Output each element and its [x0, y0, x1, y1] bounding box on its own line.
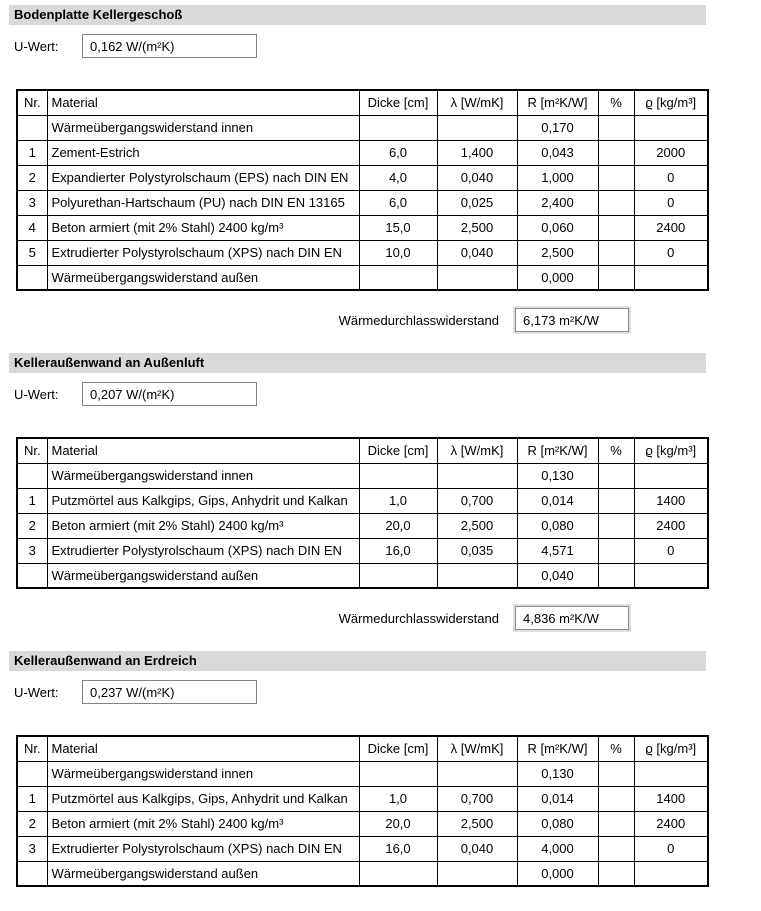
cell-rho: 0 [634, 538, 708, 563]
cell-material: Extrudierter Polystyrolschaum (XPS) nach DIN EN [47, 836, 359, 861]
cell-lambda [437, 265, 517, 290]
cell-dicke [359, 265, 437, 290]
cell-pct [598, 836, 634, 861]
cell-rho: 2400 [634, 811, 708, 836]
cell-rho [634, 563, 708, 588]
cell-r: 0,014 [517, 786, 598, 811]
cell-lambda [437, 861, 517, 886]
cell-dicke: 1,0 [359, 786, 437, 811]
table-header-row [17, 438, 708, 463]
column-header-material: Material [47, 736, 359, 761]
cell-dicke: 1,0 [359, 488, 437, 513]
column-header-dicke: Dicke [cm] [359, 90, 437, 115]
cell-pct [598, 513, 634, 538]
cell-lambda: 0,040 [437, 165, 517, 190]
cell-rho: 2400 [634, 513, 708, 538]
cell-pct [598, 811, 634, 836]
u-wert-input[interactable] [82, 34, 257, 58]
table-row [17, 463, 708, 488]
table-row [17, 836, 708, 861]
waermedurchlasswiderstand-row [0, 606, 629, 630]
table-header-row [17, 736, 708, 761]
table-row [17, 538, 708, 563]
table-row [17, 190, 708, 215]
cell-material: Wärmeübergangswiderstand innen [47, 463, 359, 488]
cell-r: 0,170 [517, 115, 598, 140]
table-row [17, 563, 708, 588]
cell-r: 0,130 [517, 463, 598, 488]
cell-dicke: 10,0 [359, 240, 437, 265]
cell-lambda: 0,025 [437, 190, 517, 215]
cell-material: Beton armiert (mit 2% Stahl) 2400 kg/m³ [47, 215, 359, 240]
table-row [17, 761, 708, 786]
column-header-material: Material [47, 438, 359, 463]
cell-rho: 2400 [634, 215, 708, 240]
cell-lambda: 0,040 [437, 240, 517, 265]
waermedurchlasswiderstand-row [0, 308, 629, 332]
cell-lambda: 2,500 [437, 513, 517, 538]
u-wert-input[interactable] [82, 382, 257, 406]
cell-lambda [437, 115, 517, 140]
cell-dicke [359, 861, 437, 886]
column-header-material: Material [47, 90, 359, 115]
cell-lambda: 0,700 [437, 488, 517, 513]
column-header-lambda: λ [W/mK] [437, 438, 517, 463]
cell-pct [598, 488, 634, 513]
cell-pct [598, 463, 634, 488]
u-wert-label: U-Wert: [14, 684, 59, 700]
cell-nr: 3 [17, 836, 47, 861]
cell-nr: 2 [17, 165, 47, 190]
column-header-percent: % [598, 90, 634, 115]
cell-dicke [359, 761, 437, 786]
column-header-rho: ϱ [kg/m³] [634, 736, 708, 761]
cell-pct [598, 538, 634, 563]
cell-material: Putzmörtel aus Kalkgips, Gips, Anhydrit und Kalkan [47, 488, 359, 513]
cell-dicke: 4,0 [359, 165, 437, 190]
table-row [17, 513, 708, 538]
table-row [17, 140, 708, 165]
cell-r: 1,000 [517, 165, 598, 190]
cell-rho [634, 265, 708, 290]
cell-pct [598, 563, 634, 588]
cell-nr [17, 115, 47, 140]
cell-lambda: 0,040 [437, 836, 517, 861]
cell-pct [598, 265, 634, 290]
column-header-rho: ϱ [kg/m³] [634, 90, 708, 115]
cell-dicke: 16,0 [359, 836, 437, 861]
section-title: Kelleraußenwand an Erdreich [9, 651, 706, 671]
u-wert-row [14, 680, 761, 704]
table-row [17, 811, 708, 836]
cell-nr: 4 [17, 215, 47, 240]
table-row [17, 488, 708, 513]
cell-rho [634, 761, 708, 786]
cell-material: Polyurethan-Hartschaum (PU) nach DIN EN 13165 [47, 190, 359, 215]
cell-nr [17, 563, 47, 588]
table-row [17, 165, 708, 190]
cell-lambda: 1,400 [437, 140, 517, 165]
table-row [17, 115, 708, 140]
cell-rho: 1400 [634, 488, 708, 513]
cell-lambda: 0,035 [437, 538, 517, 563]
cell-rho: 0 [634, 165, 708, 190]
cell-nr: 1 [17, 140, 47, 165]
cell-pct [598, 786, 634, 811]
cell-rho [634, 115, 708, 140]
u-wert-label: U-Wert: [14, 386, 59, 402]
column-header-nr: Nr. [17, 438, 47, 463]
column-header-dicke: Dicke [cm] [359, 736, 437, 761]
u-wert-label: U-Wert: [14, 38, 59, 54]
cell-material: Wärmeübergangswiderstand innen [47, 761, 359, 786]
cell-material: Beton armiert (mit 2% Stahl) 2400 kg/m³ [47, 811, 359, 836]
cell-nr [17, 463, 47, 488]
column-header-r: R [m²K/W] [517, 736, 598, 761]
column-header-nr: Nr. [17, 736, 47, 761]
u-wert-input[interactable] [82, 680, 257, 704]
cell-material: Wärmeübergangswiderstand innen [47, 115, 359, 140]
cell-lambda [437, 463, 517, 488]
table-header-row [17, 90, 708, 115]
cell-r: 0,040 [517, 563, 598, 588]
cell-dicke: 16,0 [359, 538, 437, 563]
u-wert-row [14, 34, 761, 58]
cell-nr: 3 [17, 538, 47, 563]
section-title: Bodenplatte Kellergeschoß [9, 5, 706, 25]
column-header-nr: Nr. [17, 90, 47, 115]
table-row [17, 240, 708, 265]
section-kelleraussenwand-erdreich [0, 651, 761, 887]
table-row [17, 215, 708, 240]
cell-lambda: 0,700 [437, 786, 517, 811]
column-header-percent: % [598, 736, 634, 761]
cell-nr: 2 [17, 811, 47, 836]
cell-pct [598, 165, 634, 190]
u-wert-row [14, 382, 761, 406]
cell-r: 0,130 [517, 761, 598, 786]
cell-dicke: 20,0 [359, 513, 437, 538]
cell-dicke: 15,0 [359, 215, 437, 240]
cell-rho: 2000 [634, 140, 708, 165]
cell-dicke: 6,0 [359, 190, 437, 215]
cell-r: 2,500 [517, 240, 598, 265]
cell-r: 0,000 [517, 861, 598, 886]
cell-pct [598, 190, 634, 215]
cell-pct [598, 215, 634, 240]
cell-pct [598, 861, 634, 886]
cell-r: 0,014 [517, 488, 598, 513]
cell-rho [634, 861, 708, 886]
cell-material: Extrudierter Polystyrolschaum (XPS) nach DIN EN [47, 240, 359, 265]
table-row [17, 786, 708, 811]
cell-rho: 0 [634, 240, 708, 265]
cell-pct [598, 115, 634, 140]
cell-nr: 5 [17, 240, 47, 265]
cell-pct [598, 240, 634, 265]
cell-material: Extrudierter Polystyrolschaum (XPS) nach DIN EN [47, 538, 359, 563]
cell-lambda [437, 761, 517, 786]
cell-dicke [359, 563, 437, 588]
cell-material: Beton armiert (mit 2% Stahl) 2400 kg/m³ [47, 513, 359, 538]
section-bodenplatte-kellergeschoss [0, 5, 761, 332]
cell-material: Wärmeübergangswiderstand außen [47, 265, 359, 290]
cell-dicke [359, 115, 437, 140]
cell-r: 0,060 [517, 215, 598, 240]
cell-nr: 3 [17, 190, 47, 215]
cell-material: Wärmeübergangswiderstand außen [47, 563, 359, 588]
cell-r: 0,080 [517, 811, 598, 836]
section-kelleraussenwand-aussenluft [0, 353, 761, 630]
cell-r: 0,000 [517, 265, 598, 290]
cell-r: 0,043 [517, 140, 598, 165]
cell-r: 0,080 [517, 513, 598, 538]
cell-material: Wärmeübergangswiderstand außen [47, 861, 359, 886]
waermedurchlasswiderstand-input[interactable] [515, 606, 629, 630]
cell-rho: 1400 [634, 786, 708, 811]
cell-nr [17, 265, 47, 290]
column-header-dicke: Dicke [cm] [359, 438, 437, 463]
cell-r: 2,400 [517, 190, 598, 215]
cell-rho [634, 463, 708, 488]
table-row [17, 265, 708, 290]
column-header-lambda: λ [W/mK] [437, 90, 517, 115]
column-header-r: R [m²K/W] [517, 438, 598, 463]
column-header-rho: ϱ [kg/m³] [634, 438, 708, 463]
cell-rho: 0 [634, 836, 708, 861]
cell-lambda [437, 563, 517, 588]
material-table [16, 89, 709, 291]
material-table [16, 437, 709, 589]
cell-pct [598, 761, 634, 786]
waermedurchlasswiderstand-label: Wärmedurchlasswiderstand [338, 610, 499, 626]
cell-nr [17, 861, 47, 886]
cell-material: Expandierter Polystyrolschaum (EPS) nach DIN EN [47, 165, 359, 190]
cell-lambda: 2,500 [437, 811, 517, 836]
cell-rho: 0 [634, 190, 708, 215]
waermedurchlasswiderstand-label: Wärmedurchlasswiderstand [338, 312, 499, 328]
section-title: Kelleraußenwand an Außenluft [9, 353, 706, 373]
material-table [16, 735, 709, 887]
table-row [17, 861, 708, 886]
cell-dicke: 6,0 [359, 140, 437, 165]
column-header-lambda: λ [W/mK] [437, 736, 517, 761]
cell-nr: 1 [17, 488, 47, 513]
column-header-r: R [m²K/W] [517, 90, 598, 115]
cell-pct [598, 140, 634, 165]
column-header-percent: % [598, 438, 634, 463]
cell-r: 4,571 [517, 538, 598, 563]
cell-dicke: 20,0 [359, 811, 437, 836]
waermedurchlasswiderstand-input[interactable] [515, 308, 629, 332]
cell-material: Zement-Estrich [47, 140, 359, 165]
cell-dicke [359, 463, 437, 488]
cell-lambda: 2,500 [437, 215, 517, 240]
cell-material: Putzmörtel aus Kalkgips, Gips, Anhydrit und Kalkan [47, 786, 359, 811]
cell-nr: 1 [17, 786, 47, 811]
cell-nr: 2 [17, 513, 47, 538]
cell-r: 4,000 [517, 836, 598, 861]
cell-nr [17, 761, 47, 786]
